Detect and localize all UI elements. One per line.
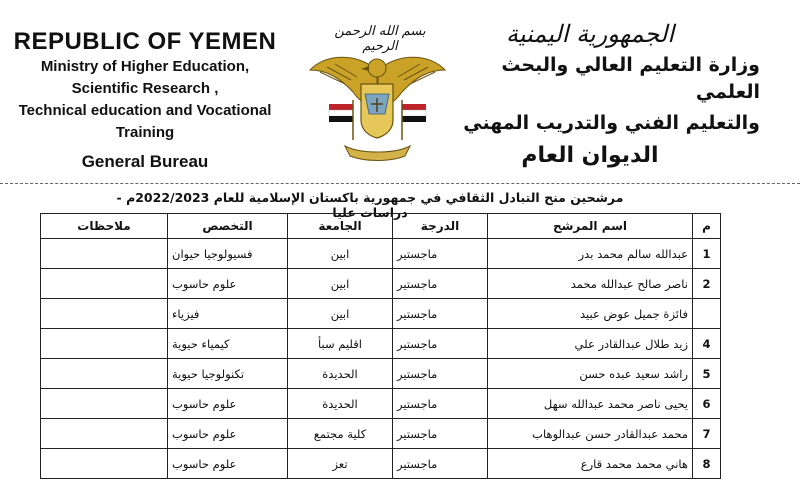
cell-notes	[41, 329, 168, 359]
cell-university: الحديدة	[288, 389, 393, 419]
cell-university: كلية مجتمع	[288, 419, 393, 449]
ministry-line-arabic-1: وزارة التعليم العالي والبحث العلمي	[501, 54, 760, 103]
cell-name: فائزة جميل عوض عبيد	[488, 299, 693, 329]
cell-name: راشد سعيد عبده حسن	[488, 359, 693, 389]
cell-degree: ماجستير	[393, 239, 488, 269]
cell-notes	[41, 299, 168, 329]
cell-specialization: كيمياء حيوية	[168, 329, 288, 359]
table-row	[41, 239, 721, 269]
cell-university: ابين	[288, 299, 393, 329]
cell-specialization: فسيولوجيا حيوان	[168, 239, 288, 269]
cell-num: 6	[693, 389, 721, 419]
cell-notes	[41, 419, 168, 449]
country-name-english: REPUBLIC OF YEMEN	[13, 28, 277, 55]
cell-notes	[41, 269, 168, 299]
cell-specialization: علوم حاسوب	[168, 269, 288, 299]
cell-name: هاني محمد محمد قارع	[488, 449, 693, 479]
cell-degree: ماجستير	[393, 299, 488, 329]
header-specialization: التخصص	[168, 214, 288, 239]
table-row	[41, 419, 721, 449]
header-notes: ملاحظات	[41, 214, 168, 239]
header-name: اسم المرشح	[488, 214, 693, 239]
cell-degree: ماجستير	[393, 449, 488, 479]
cell-university: اقليم سبأ	[288, 329, 393, 359]
cell-num: 7	[693, 419, 721, 449]
header-degree: الدرجة	[393, 214, 488, 239]
candidates-table	[40, 213, 721, 479]
cell-degree: ماجستير	[393, 269, 488, 299]
header-university: الجامعة	[288, 214, 393, 239]
cell-num: 8	[693, 449, 721, 479]
english-letterhead	[0, 28, 290, 172]
yemen-eagle-emblem-icon	[305, 22, 450, 172]
cell-specialization: علوم حاسوب	[168, 389, 288, 419]
letterhead-divider	[0, 183, 800, 184]
bureau-name-english: General Bureau	[81, 152, 209, 171]
cell-notes	[41, 239, 168, 269]
cell-degree: ماجستير	[393, 419, 488, 449]
cell-degree: ماجستير	[393, 329, 488, 359]
cell-num: 2	[693, 269, 721, 299]
cell-university: ابين	[288, 239, 393, 269]
ministry-line-arabic-2: والتعليم الفني والتدريب المهني	[463, 112, 760, 134]
cell-num: 5	[693, 359, 721, 389]
cell-specialization: علوم حاسوب	[168, 419, 288, 449]
cell-notes	[41, 389, 168, 419]
table-row	[41, 389, 721, 419]
header-num: م	[693, 214, 721, 239]
country-name-arabic: الجمهورية اليمنية	[505, 20, 675, 48]
cell-university: الحديدة	[288, 359, 393, 389]
table-row	[41, 329, 721, 359]
bureau-name-arabic: الديوان العام	[521, 143, 659, 168]
cell-degree: ماجستير	[393, 359, 488, 389]
cell-num: 1	[693, 239, 721, 269]
basmala-calligraphy: بسم الله الرحمن الرحيم	[334, 24, 426, 54]
cell-specialization: علوم حاسوب	[168, 449, 288, 479]
table-row	[41, 359, 721, 389]
cell-notes	[41, 359, 168, 389]
cell-name: محمد عبدالقادر حسن عبدالوهاب	[488, 419, 693, 449]
table-header-row	[41, 214, 721, 239]
cell-specialization: فيزياء	[168, 299, 288, 329]
cell-university: تعز	[288, 449, 393, 479]
cell-university: ابين	[288, 269, 393, 299]
cell-name: زيد طلال عبدالقادر علي	[488, 329, 693, 359]
cell-notes	[41, 449, 168, 479]
cell-name: ناصر صالح عبدالله محمد	[488, 269, 693, 299]
cell-name: يحيى ناصر محمد عبدالله سهل	[488, 389, 693, 419]
cell-degree: ماجستير	[393, 389, 488, 419]
table-row	[41, 299, 721, 329]
table-row	[41, 449, 721, 479]
cell-specialization: تكنولوجيا حيوية	[168, 359, 288, 389]
cell-name: عبدالله سالم محمد بدر	[488, 239, 693, 269]
ministry-line-2: Scientific Research ,	[71, 80, 219, 97]
cell-num: 4	[693, 329, 721, 359]
cell-num	[693, 299, 721, 329]
ministry-line-3: Technical education and Vocational Training	[18, 102, 272, 141]
document-title: مرشحين منح التبادل الثقافي في جمهورية باكستان الإسلامية للعام 2022/2023م - دراسات عليا	[116, 190, 624, 220]
arabic-letterhead	[460, 20, 760, 168]
ministry-line-1: Ministry of Higher Education,	[40, 58, 250, 75]
table-row	[41, 269, 721, 299]
